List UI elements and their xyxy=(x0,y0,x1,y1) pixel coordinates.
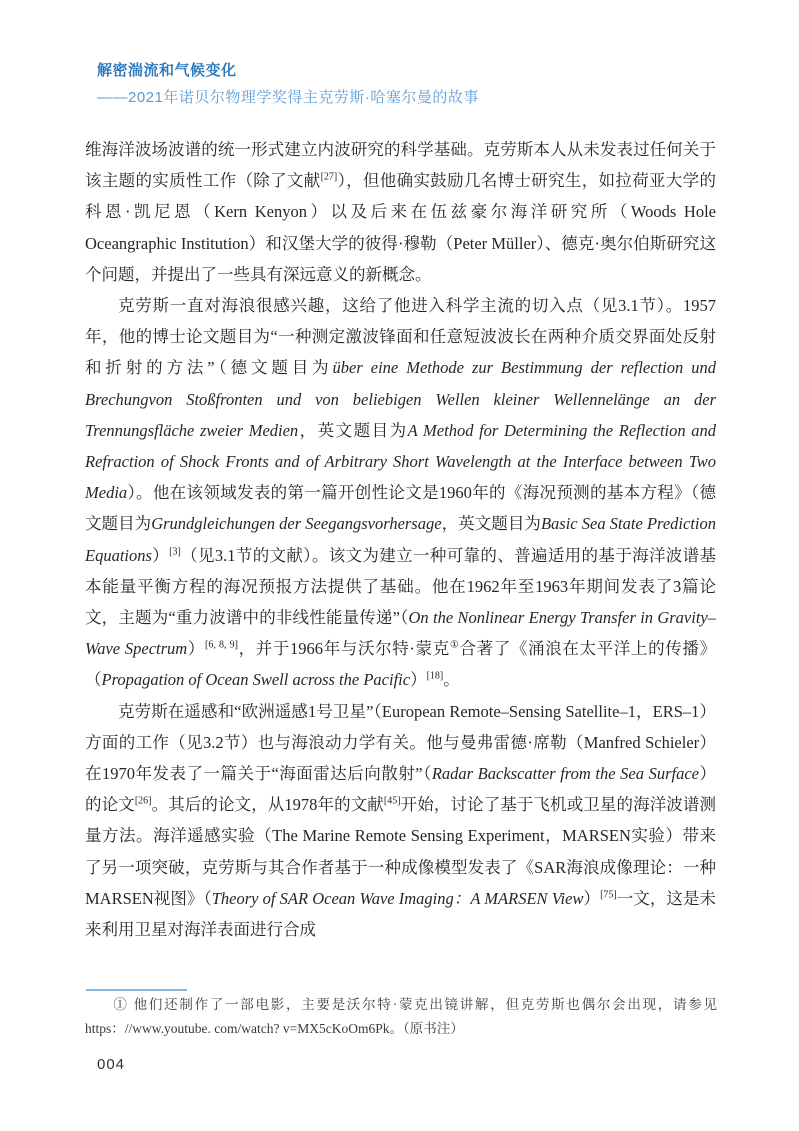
text-run: ，英文题目为 xyxy=(441,514,541,534)
paragraph xyxy=(85,134,716,290)
text-run: ，并于1966年与沃尔特·蒙克 xyxy=(237,639,450,659)
paragraph xyxy=(85,290,716,696)
text-run: ），但他确实鼓励几名博士研究生，如拉荷亚大学的科恩·凯尼恩（Kern Kenyon）以及后来在伍兹豪尔海洋研究所（Woods Hole Oceangraphic Institution）和汉堡大学的彼得·穆勒（Peter Müller）、德克·奥尔伯斯研究这个问题，并提出了一些具有深远意义的新概念。 xyxy=(85,171,717,284)
text-run: 维海洋波场波谱的统一形式建立内波研究的科学基础。克劳斯本人从未发表过任何关于该主题的实质性工作（除了文献 xyxy=(85,140,716,191)
text-run: 克劳斯在遥感和“欧洲遥感1号卫星”（European Remote–Sensing Satellite–1，ERS–1）方面的工作（见3.2节）也与海浪动力学有关。他与曼弗雷德·席勒（Manfred Schieler）在1970年发表了一篇关于“海面雷达后向散射”（ xyxy=(85,701,716,784)
footnote-text xyxy=(85,993,717,1041)
text-run: ）。他在该领域发表的第一篇开创性论文是1960年的《海况预测的基本方程》（德文题目为 xyxy=(85,483,716,534)
text-run: 。其后的论文，从1978年的文献 xyxy=(151,795,384,815)
reference-superscript: ① xyxy=(449,639,460,651)
latin-title-run: Grundgleichungen der Seegangsvorhersage xyxy=(151,514,442,534)
text-run: ）的论文 xyxy=(85,764,716,815)
text-run: ） xyxy=(151,545,170,565)
footnote-separator-rule xyxy=(86,989,187,991)
reference-superscript: [18] xyxy=(426,670,444,682)
text-run: 。 xyxy=(443,670,460,690)
latin-title-run: Radar Backscatter from the Sea Surface xyxy=(431,764,699,784)
paragraph xyxy=(85,696,716,946)
latin-title-run: On the Nonlinear Energy Transfer in Gravity–Wave Spectrum xyxy=(85,608,716,659)
reference-superscript: [3] xyxy=(169,546,181,558)
article-body xyxy=(85,134,716,945)
reference-superscript: [6, 8, 9] xyxy=(205,639,238,651)
page-number: 004 xyxy=(97,1056,126,1073)
reference-superscript: [45] xyxy=(383,795,401,807)
running-head-subtitle: ——2021年诺贝尔物理学奖得主克劳斯·哈塞尔曼的故事 xyxy=(97,89,479,106)
latin-title-run: über eine Methode zur Bestimmung der reflection und Brechungvon Stoßfronten und von beliebigen Wellen kleiner Wellennelänge an der Trennungsfläche zweier Medien xyxy=(85,358,717,440)
reference-superscript: [26] xyxy=(134,795,152,807)
latin-title-run: Basic Sea State Prediction Equations xyxy=(85,514,717,565)
latin-title-run: Propagation of Ocean Swell across the Pacific xyxy=(101,670,411,690)
running-head-title: 解密湍流和气候变化 xyxy=(97,62,237,79)
page-header xyxy=(97,61,479,108)
text-run: 一文，这是未来利用卫星对海洋表面进行合成 xyxy=(85,888,716,940)
text-run: ） xyxy=(187,639,206,659)
text-run: ） xyxy=(583,888,601,908)
text-run: ） xyxy=(410,670,427,690)
text-run: ，英文题目为 xyxy=(298,420,408,440)
footnote xyxy=(85,993,717,1041)
text-run: 克劳斯一直对海浪很感兴趣，这给了他进入科学主流的切入点（见3.1节）。1957年，他的博士论文题目为“一种测定激波锋面和任意短波波长在两种介质交界面处反射和折射的方法”（德文题目为 xyxy=(85,296,716,378)
text-run: ① 他们还制作了一部电影，主要是沃尔特·蒙克出镜讲解，但克劳斯也偶尔会出现，请参见https：//www.youtube. com/watch? v=MX5cKoOm6Pk。（原书注） xyxy=(85,997,717,1036)
text-run: 合著了《涌浪在太平洋上的传播》（ xyxy=(85,639,717,690)
reference-superscript: [75] xyxy=(600,889,617,901)
text-run: 开始，讨论了基于飞机或卫星的海洋波谱测量方法。海洋遥感实验（The Marine Remote Sensing Experiment，MARSEN实验）带来了另一项突破，克劳斯与其合作者基于一种成像模型发表了《SAR海浪成像理论：一种MARSEN视图》（ xyxy=(85,795,717,908)
reference-superscript: [27] xyxy=(320,171,338,183)
latin-title-run: Theory of SAR Ocean Wave Imaging：A MARSEN View xyxy=(211,888,584,908)
latin-title-run: A Method for Determining the Reflection and Refraction of Shock Fronts and of Arbitrary Short Wavelength at the Interface between Two Media xyxy=(85,420,717,503)
text-run: （见3.1节的文献）。该文为建立一种可靠的、普遍适用的基于海洋波谱基本能量平衡方程的海况预报方法提供了基础。他在1962年至1963年期间发表了3篇论文，主题为“重力波谱中的非线性能量传递”（ xyxy=(85,545,717,628)
